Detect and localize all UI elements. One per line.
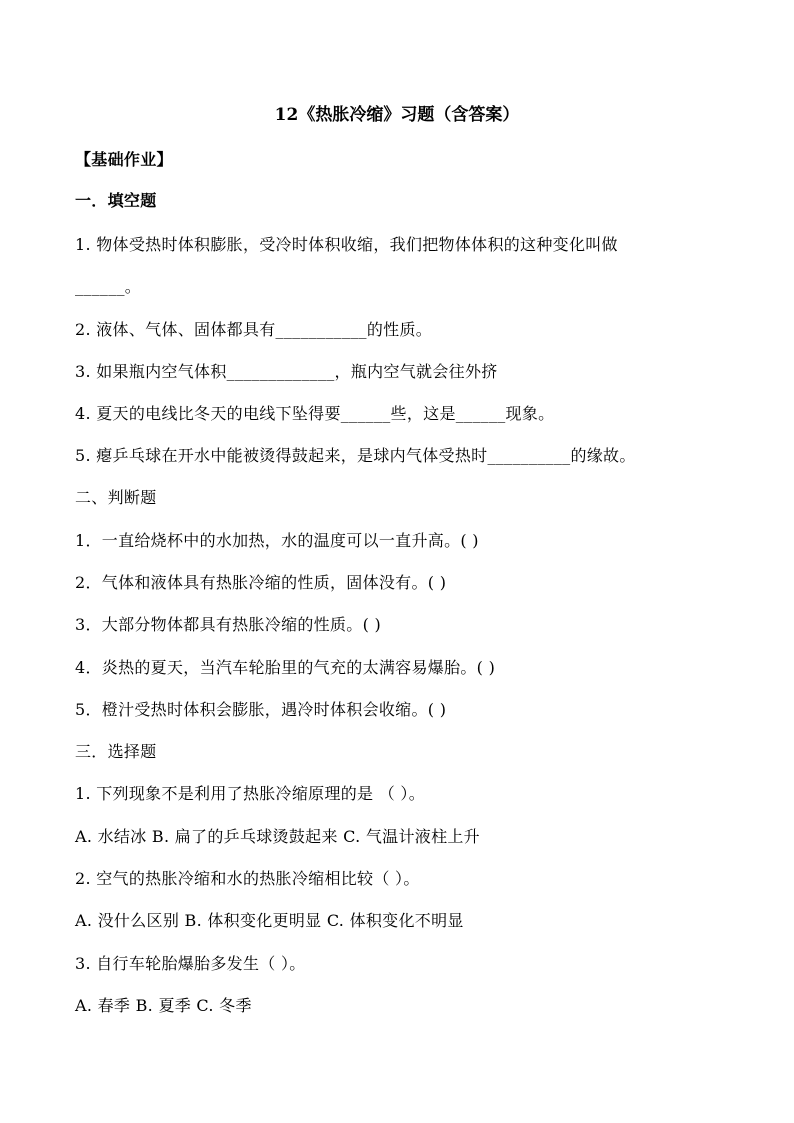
- part3-question-2-options: A. 没什么区别 B. 体积变化更明显 C. 体积变化不明显: [75, 911, 464, 930]
- part3-question-1-options: A. 水结冰 B. 扁了的乒乓球烫鼓起来 C. 气温计液柱上升: [75, 827, 480, 846]
- part2-question-1: 1．一直给烧杯中的水加热，水的温度可以一直升高。( ): [75, 531, 479, 550]
- part2-question-4: 4．炎热的夏天，当汽车轮胎里的气充的太满容易爆胎。( ): [75, 658, 496, 677]
- part2-question-3: 3．大部分物体都具有热胀冷缩的性质。( ): [75, 615, 382, 634]
- part3-question-3: 3. 自行车轮胎爆胎多发生（ ）。: [75, 954, 306, 973]
- part3-question-3-options: A. 春季 B. 夏季 C. 冬季: [75, 996, 252, 1015]
- part1-question-1-line-1: 1. 物体受热时体积膨胀，受冷时体积收缩，我们把物体体积的这种变化叫做: [75, 235, 618, 254]
- part3-heading: 三．选择题: [75, 742, 157, 761]
- document-title: 12《热胀冷缩》习题（含答案）: [274, 105, 520, 125]
- part3-question-1: 1. 下列现象不是利用了热胀冷缩原理的是 （ ）。: [75, 784, 426, 803]
- part1-question-5: 5. 瘪乒乓球在开水中能被烫得鼓起来，是球内气体受热时__________的缘故。: [75, 446, 636, 465]
- part1-question-4: 4. 夏天的电线比冬天的电线下坠得要______些，这是______现象。: [75, 404, 555, 423]
- part2-question-2: 2．气体和液体具有热胀冷缩的性质，固体没有。( ): [75, 573, 447, 592]
- part1-question-3: 3. 如果瓶内空气体积_____________，瓶内空气就会往外挤: [75, 362, 498, 381]
- part1-heading: 一．填空题: [75, 191, 157, 210]
- part3-question-2: 2. 空气的热胀冷缩和水的热胀冷缩相比较（ ）。: [75, 869, 420, 888]
- section-basic-heading: 【基础作业】: [75, 150, 173, 169]
- part2-heading: 二、判断题: [75, 488, 157, 507]
- part1-question-2: 2. 液体、气体、固体都具有___________的性质。: [75, 320, 433, 339]
- part1-question-1-line-2: ______。: [75, 277, 142, 296]
- part2-question-5: 5．橙汁受热时体积会膨胀，遇冷时体积会收缩。( ): [75, 700, 447, 719]
